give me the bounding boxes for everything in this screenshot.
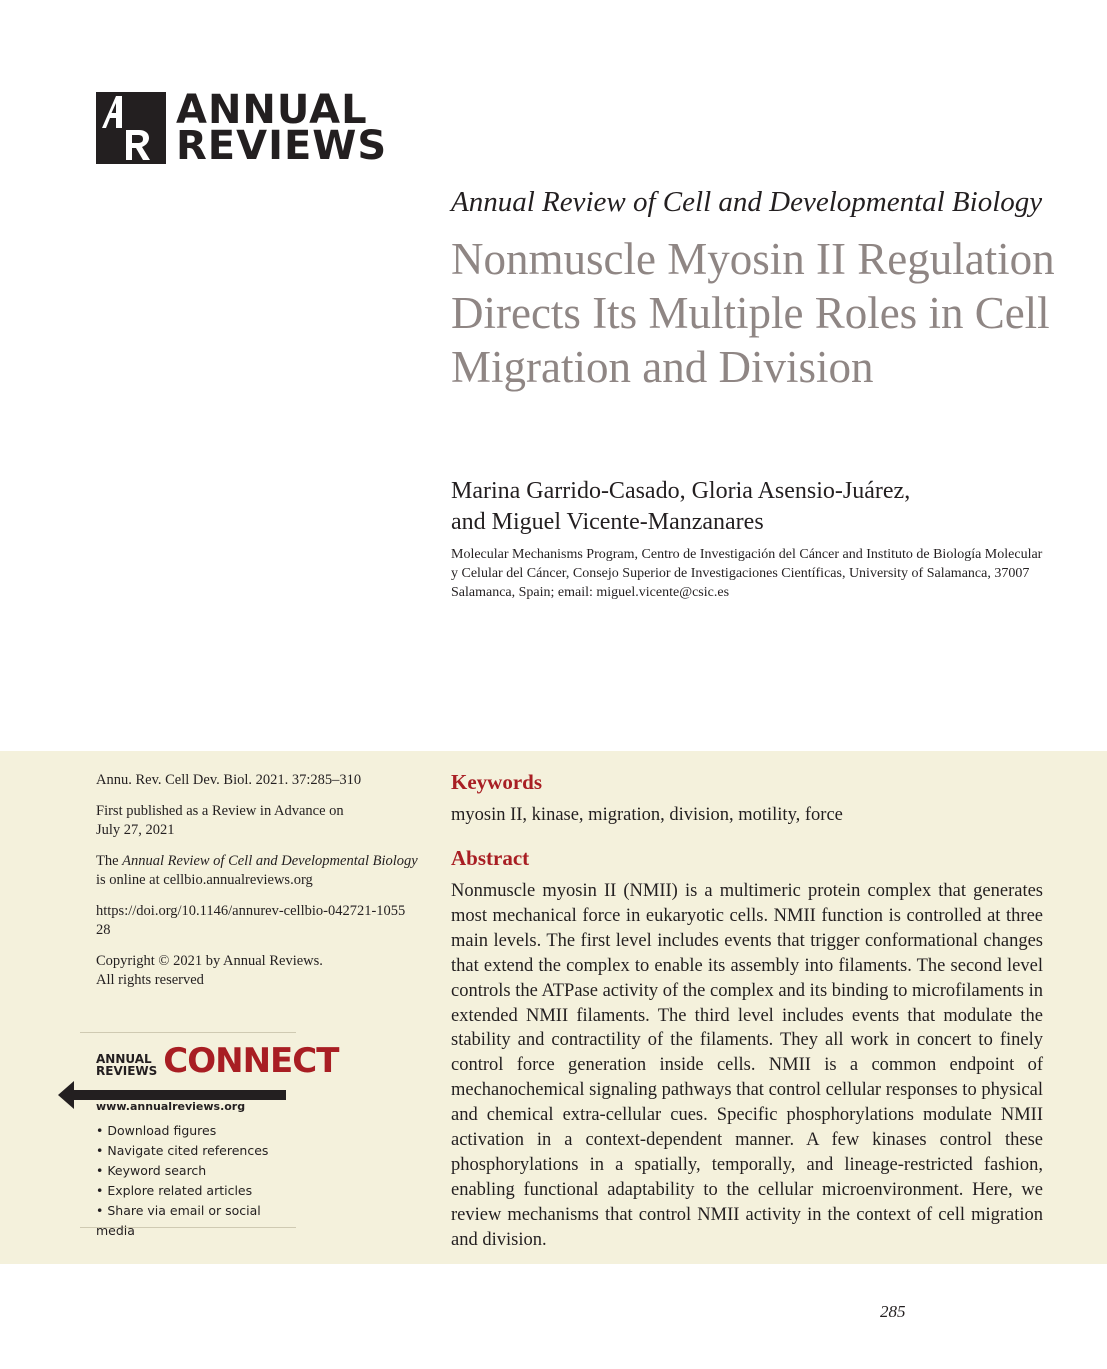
- connect-title: CONNECT: [163, 1041, 339, 1081]
- annual-reviews-logo: [96, 87, 388, 169]
- logo-line-annual: ANNUAL: [176, 87, 368, 133]
- citation: Annu. Rev. Cell Dev. Biol. 2021. 37:285–310: [96, 772, 362, 788]
- authors: [451, 476, 1051, 538]
- connect-url[interactable]: www.annualreviews.org: [96, 1100, 246, 1113]
- article-title: Nonmuscle Myosin II Regulation Directs Its Multiple Roles in Cell Migration and Division: [451, 234, 1055, 392]
- online-info: The Annual Review of Cell and Developmental Biology is online at cellbio.annualreviews.org: [96, 853, 418, 888]
- keywords-heading: Keywords: [451, 770, 542, 794]
- connect-small-text: ANNUAL REVIEWS: [96, 1052, 158, 1078]
- copyright: Copyright © 2021 by Annual Reviews. All rights reserved: [96, 953, 323, 988]
- doi-link[interactable]: https://doi.org/10.1146/annurev-cellbio-042721-105528: [96, 903, 406, 938]
- first-published: First published as a Review in Advance on July 27, 2021: [96, 803, 344, 838]
- list-item: • Keyword search: [96, 1163, 207, 1178]
- connect-box[interactable]: [80, 1032, 339, 1238]
- keywords-text: myosin II, kinase, migration, division, motility, force: [451, 805, 843, 825]
- connect-feature-list: [96, 1121, 296, 1241]
- connect-header: [96, 1041, 339, 1081]
- logo-line-reviews: REVIEWS: [176, 123, 388, 169]
- list-item: • Share via email or social media: [96, 1203, 261, 1238]
- authors-line-1: Marina Garrido-Casado, Gloria Asensio-Juárez,: [451, 478, 911, 504]
- list-item: • Explore related articles: [96, 1183, 253, 1198]
- online-journal-name: Annual Review of Cell and Developmental Biology: [122, 853, 418, 869]
- page-number: 285: [880, 1302, 906, 1321]
- logo-wordmark: [176, 87, 388, 169]
- authors-line-2: and Miguel Vicente-Manzanares: [451, 509, 764, 535]
- list-item: • Download figures: [96, 1123, 217, 1138]
- journal-name: Annual Review of Cell and Developmental Biology: [451, 186, 1043, 218]
- article-metadata: [96, 771, 426, 1002]
- list-item: • Navigate cited references: [96, 1143, 269, 1158]
- abstract-text: Nonmuscle myosin II (NMII) is a multimeric protein complex that generates most mechanical force in eukaryotic cells. NMII function is controlled at three main levels. The first level includes events that trigger conformational changes that extend the complex to enable its assembly into filaments. The second level controls the ATPase activity of the complex and its binding to microfilaments in extended NMII filaments. The third level includes events that modulate the stability and contractility of the filaments. They all work in concert to finely control force generation inside cells. NMII is a common endpoint of mechanochemical signaling pathways that control cellular responses to physical and chemical extra-cellular cues. Specific phosphorylations modulate NMII activation in a context-dependent manner. A few kinases control these phosphorylations in a spatially, temporally, and lineage-restricted fashion, enabling functional adaptability to the cellular microenvironment. Here, we review mechanisms that control NMII activity in the context of cell migration and division.: [451, 881, 1043, 1250]
- affiliation: Molecular Mechanisms Program, Centro de Investigación del Cáncer and Instituto de Biología Molecular y Celular del Cáncer, Consejo Superior de Investigaciones Científicas, University of Salamanca, 37007 Salamanca, Spain; email: miguel.vicente@csic.es: [451, 547, 1043, 600]
- ar-logo-mark-icon: [96, 92, 166, 164]
- abstract-heading: Abstract: [451, 846, 530, 870]
